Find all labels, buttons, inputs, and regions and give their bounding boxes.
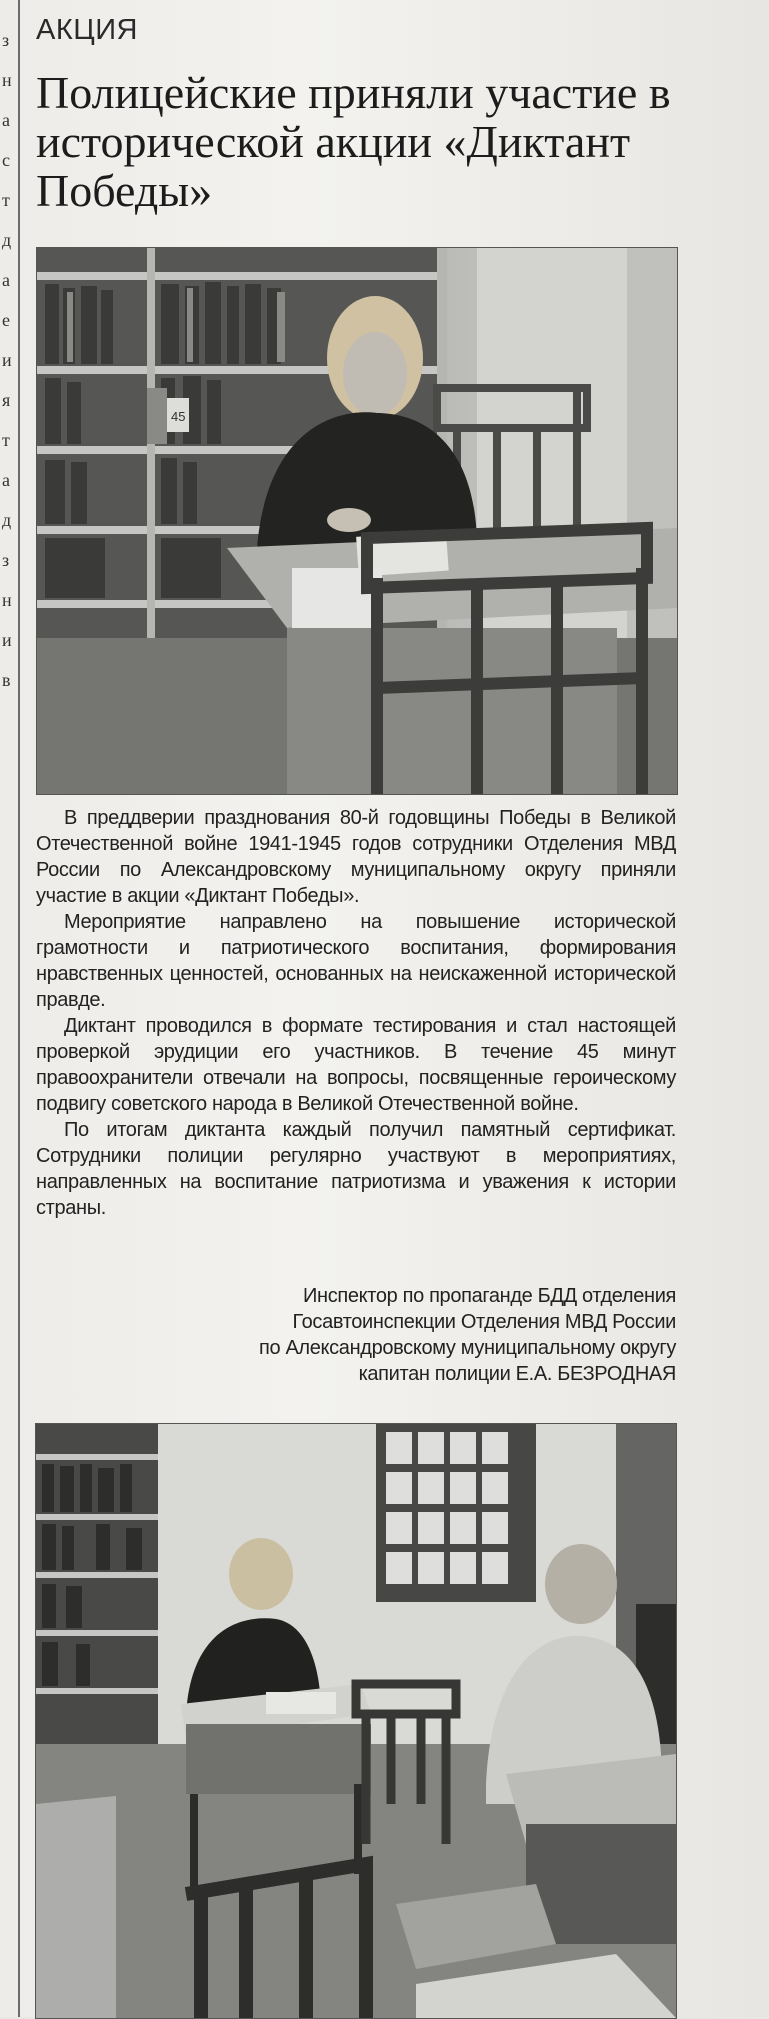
margin-letter: н xyxy=(2,70,12,90)
margin-letter: а xyxy=(2,470,10,490)
signature-line: капитан полиции Е.А. БЕЗРОДНАЯ xyxy=(358,1363,676,1385)
signature-line: по Александровскому муниципальному округу xyxy=(258,1337,676,1359)
photo-officers-at-desks xyxy=(35,1423,677,2019)
article-headline: Полицейские приняли участие в исторической акции «Диктант Победы» xyxy=(36,67,671,216)
article-body xyxy=(36,805,676,1221)
margin-letter: и xyxy=(2,630,12,650)
margin-letter: т xyxy=(2,190,10,210)
author-signature xyxy=(36,1283,676,1387)
margin-letter: н xyxy=(2,590,12,610)
article-paragraph: По итогам диктанта каждый получил памятный сертификат. Сотрудники полиции регулярно участвуют в мероприятиях, направленных на воспитание патриотизма и уважения к истории страны. xyxy=(36,1119,676,1219)
margin-letter: а xyxy=(2,110,10,130)
signature-line: Госавтоинспекции Отделения МВД России xyxy=(292,1311,676,1333)
photo-woman-writing-dictation xyxy=(36,247,678,795)
margin-letter: и xyxy=(2,350,12,370)
margin-letter: с xyxy=(2,150,10,170)
book-label-text: 45 xyxy=(171,409,186,424)
margin-letter: я xyxy=(2,390,11,410)
article-paragraph: Мероприятие направлено на повышение исторической грамотности и патриотического воспитания, формирования нравственных ценностей, основанных на неискаженной исторической правде. xyxy=(36,911,676,1011)
margin-letters-adjacent-column xyxy=(2,20,14,700)
margin-letter: е xyxy=(2,310,10,330)
margin-letter: в xyxy=(2,670,11,690)
article-paragraph: В преддверии празднования 80-й годовщины Победы в Великой Отечественной войне 1941-1945 годов сотрудники Отделения МВД России по Александровскому муниципальному округу приняли участие в акции «Диктант Победы». xyxy=(36,807,676,907)
margin-letter: з xyxy=(2,550,10,570)
article-paragraph: Диктант проводился в формате тестирования и стал настоящей проверкой эрудиции его участников. В течение 45 минут правоохранители отвечали на вопросы, посвященные героическому подвигу советского народа в Великой Отечественной войне. xyxy=(36,1015,676,1115)
margin-letter: т xyxy=(2,430,10,450)
column-rule xyxy=(18,0,20,2017)
section-rubric: АКЦИЯ xyxy=(36,14,138,46)
signature-line: Инспектор по пропаганде БДД отделения xyxy=(303,1285,676,1307)
margin-letter: д xyxy=(2,230,12,250)
margin-letter: з xyxy=(2,30,10,50)
margin-letter: а xyxy=(2,270,10,290)
margin-letter: д xyxy=(2,510,12,530)
